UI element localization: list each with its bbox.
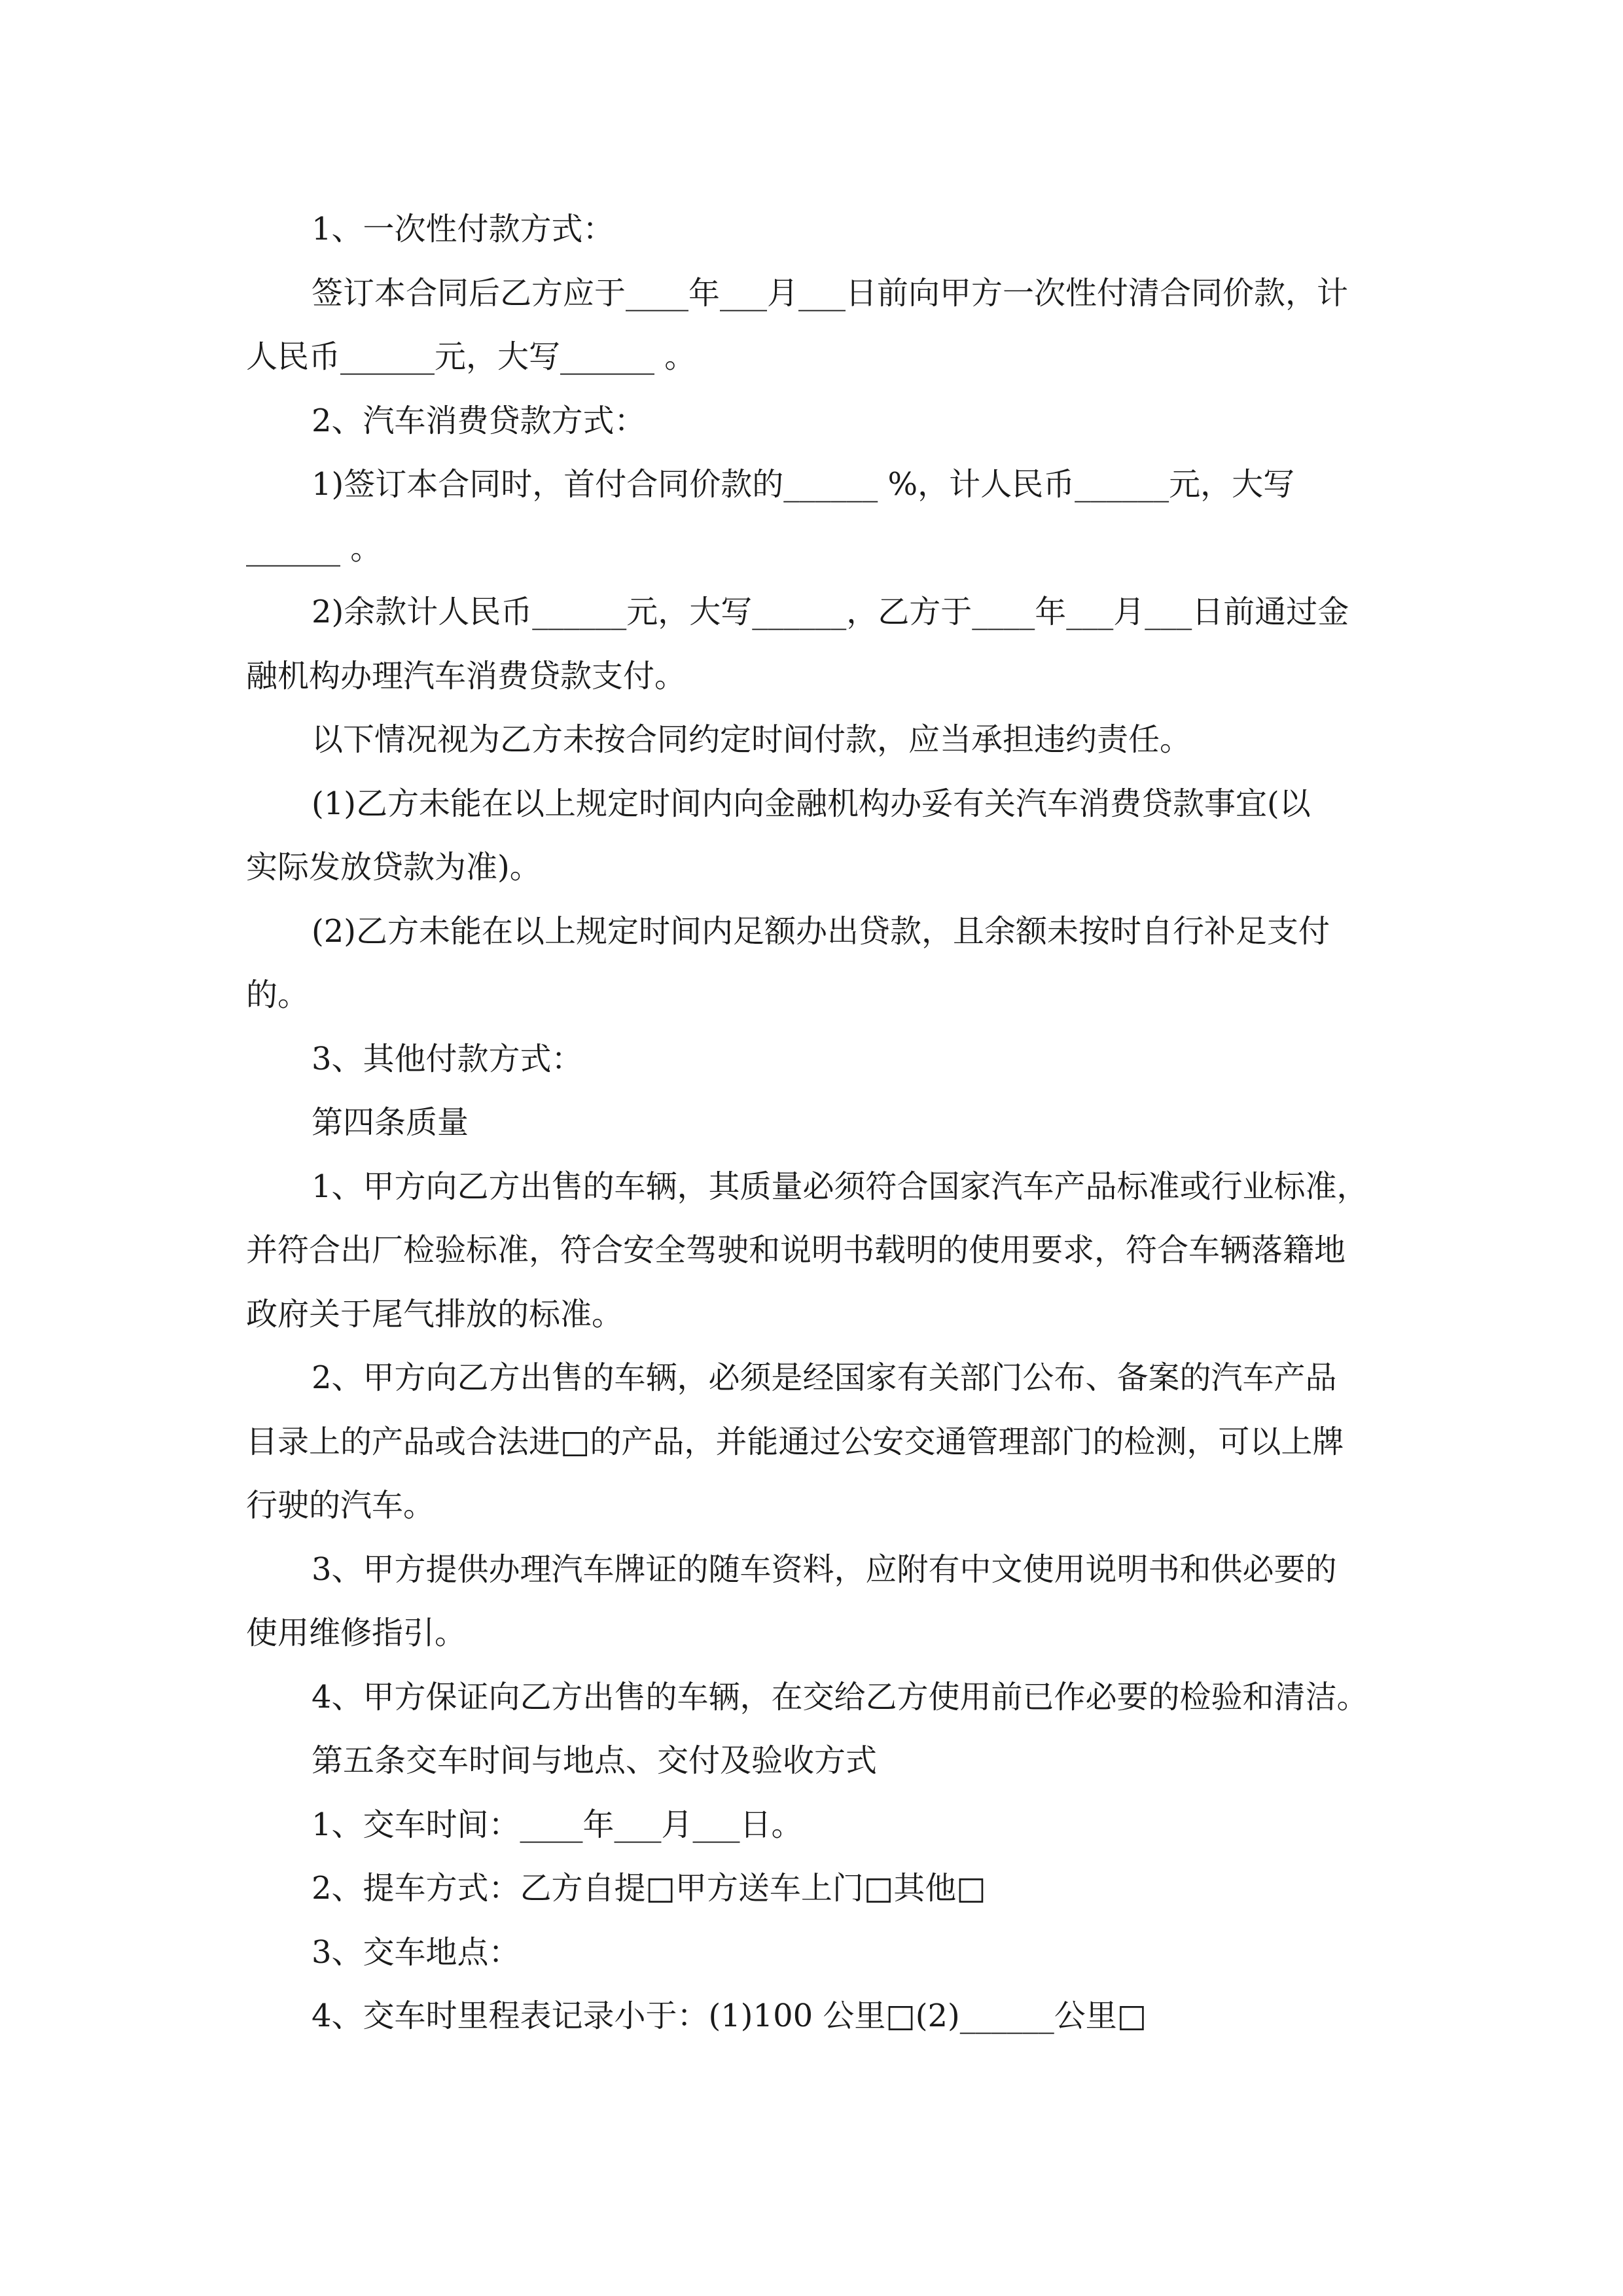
text-line: 行驶的汽车。 [246, 1487, 435, 1524]
text-line: 并符合出厂检验标准，符合安全驾驶和说明书载明的使用要求，符合车辆落籍地 [246, 1232, 1346, 1268]
text-line: 使用维修指引。 [246, 1615, 467, 1651]
text-line: (2)乙方未能在以上规定时间内足额办出贷款，且余额未按时自行补足支付 [312, 912, 1330, 950]
text-line: 1、交车时间：____年___月___日。 [312, 1806, 803, 1843]
text-line: 以下情况视为乙方未按合同约定时间付款，应当承担违约责任。 [312, 721, 1192, 758]
text-line: 融机构办理汽车消费贷款支付。 [246, 657, 687, 694]
text-line: 2)余款计人民币______元，大写______，乙方于____年___月___日前通过金 [312, 594, 1349, 630]
text-line: 1、甲方向乙方出售的车辆，其质量必须符合国家汽车产品标准或行业标准， [312, 1168, 1368, 1205]
text-line: 第五条交车时间与地点、交付及验收方式 [312, 1742, 878, 1779]
text-line: 4、交车时里程表记录小于：(1)100 公里□(2)______公里□ [312, 1998, 1147, 2034]
text-line: 3、交车地点： [312, 1933, 520, 1971]
text-line: 2、提车方式：乙方自提□甲方送车上门□其他□ [312, 1870, 986, 1907]
text-line: ______ 。 [246, 529, 382, 567]
text-line: 3、甲方提供办理汽车牌证的随车资料，应附有中文使用说明书和供必要的 [312, 1551, 1337, 1588]
text-line: 1)签订本合同时，首付合同价款的______ %，计人民币______元，大写 [312, 466, 1295, 503]
text-line: (1)乙方未能在以上规定时间内向金融机构办妥有关汽车消费贷款事宜(以 [312, 785, 1311, 822]
text-line: 第四条质量 [312, 1104, 469, 1141]
text-line: 2、汽车消费贷款方式： [312, 402, 646, 439]
text-line: 1、一次性付款方式： [312, 211, 615, 247]
text-line: 2、甲方向乙方出售的车辆，必须是经国家有关部门公布、备案的汽车产品 [312, 1359, 1337, 1396]
text-line: 的。 [246, 977, 310, 1013]
text-line: 4、甲方保证向乙方出售的车辆，在交给乙方使用前已作必要的检验和清洁。 [312, 1678, 1368, 1715]
text-line: 政府关于尾气排放的标准。 [246, 1295, 624, 1333]
text-line: 3、其他付款方式： [312, 1040, 583, 1077]
text-line: 人民币______元，大写______ 。 [246, 338, 696, 375]
text-line: 目录上的产品或合法进□的产品，并能通过公安交通管理部门的检测，可以上牌 [246, 1423, 1344, 1460]
text-line: 实际发放贷款为准)。 [246, 849, 541, 886]
text-line: 签订本合同后乙方应于____年___月___日前向甲方一次性付清合同价款，计 [312, 274, 1349, 312]
document-body [246, 198, 1378, 2049]
